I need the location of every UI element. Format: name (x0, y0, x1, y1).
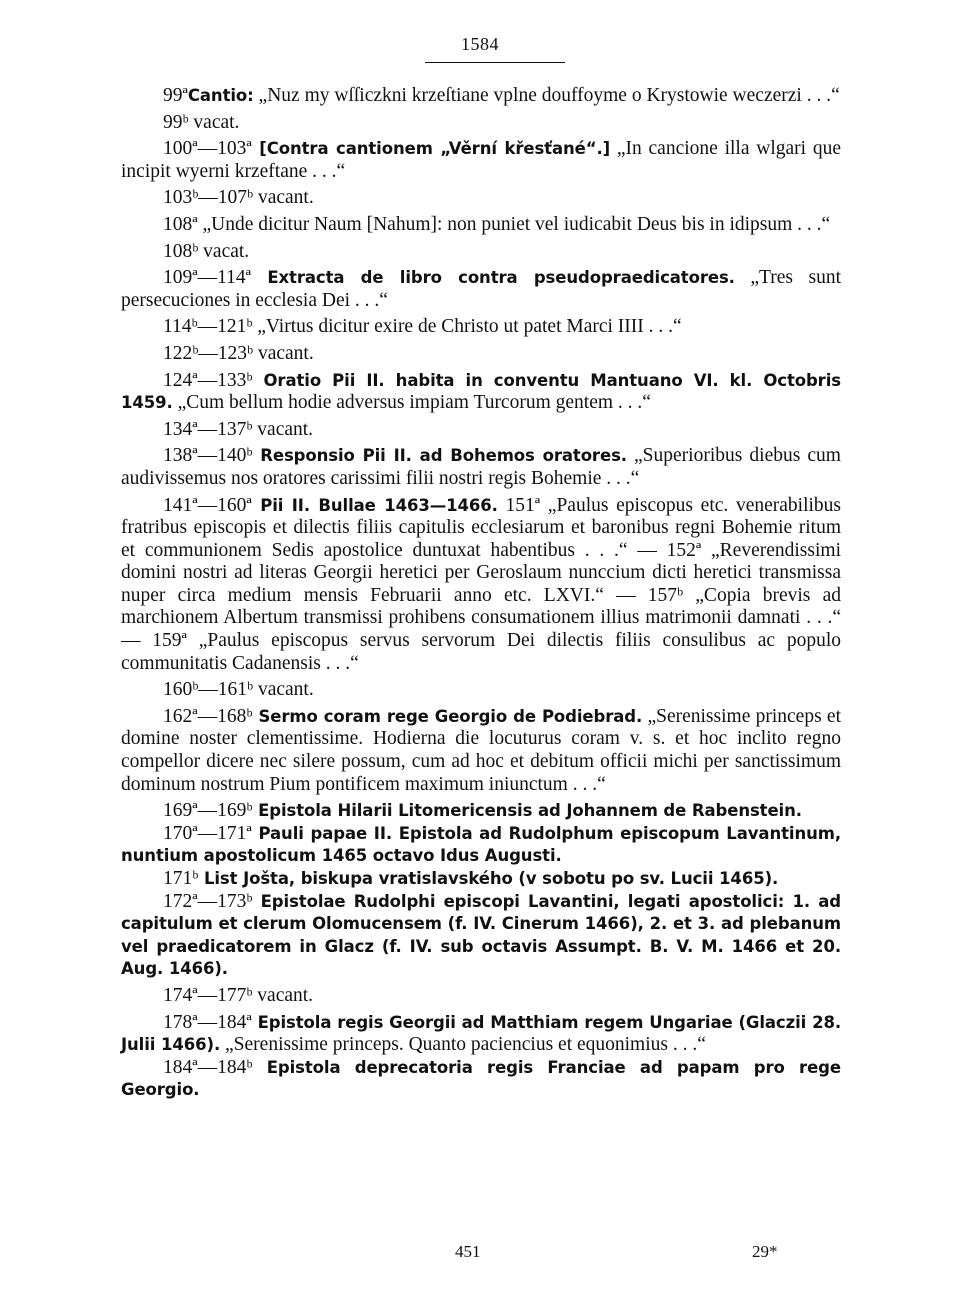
folio-range: 108ᵇ (163, 240, 199, 262)
catalog-entry (121, 891, 841, 981)
catalog-entries (121, 85, 841, 1102)
catalog-entry (121, 1057, 841, 1102)
catalog-entry (121, 1012, 841, 1057)
folio-range: 169ª—169ᵇ (163, 800, 253, 822)
folio-range: 172ª—173ᵇ (163, 890, 253, 912)
entry-title: Epistola Hilarii Litomericensis ad Johannem de Rabenstein. (252, 801, 802, 821)
folio-range: 108ª (163, 213, 198, 235)
entry-text: „Tres sunt persecuciones in ecclesia Dei . . .“ (121, 267, 842, 311)
catalog-entry (121, 985, 841, 1008)
folio-range: 184ª—184ᵇ (163, 1056, 253, 1078)
catalog-entry (121, 214, 841, 237)
catalog-entry (121, 112, 841, 135)
entry-title: [Contra cantionem „Věrní křesťané“.] (251, 139, 611, 159)
entry-title: Epistola deprecatoria regis Franciae ad papam pro rege Georgio. (121, 1057, 841, 1100)
catalog-entry (121, 419, 841, 442)
folio-range: 122ᵇ—123ᵇ (163, 342, 254, 364)
header-rule (425, 62, 565, 63)
catalog-entry (121, 445, 841, 490)
entry-title: Pauli papae II. Epistola ad Rudolphum episcopum Lavantinum, nuntium apostolicum 1465 octavo Idus Augusti. (121, 823, 841, 866)
signature-mark: 29* (752, 1242, 778, 1261)
entry-title: Sermo coram rege Georgio de Podiebrad. (252, 706, 643, 726)
catalog-entry (121, 679, 841, 702)
entry-text: „Superioribus diebus cum audivissemus nos oratores carissimi filii nostri regis Bohemie . . .“ (121, 445, 841, 489)
entry-text: vacant. (252, 418, 314, 440)
folio-range: 103ᵇ—107ᵇ (163, 187, 254, 209)
folio-range: 162ª—168ᵇ (163, 705, 253, 727)
catalog-entry (121, 187, 841, 210)
entry-text: 151ª „Paulus episcopus etc. venerabilibus fratribus episcopis et dilectis filiis capitulis ecclesiarum et baronibus regni Bohemie ritum et communionem Sedis apostolice duntuxat habentibus . . .“ — 152ª „Reverendissimi domini nostri ad literas Georgii heretici per Geroslaum nunccium dicti heretici transmissa nuper circa medium mensis Februarii anno etc. LXVI.“ — 157ᵇ „Copia brevis ad marchionem Albertum transmissi prohibens consumationem illius matrimonii damnati . . .“ — 159ª „Paulus episcopus servus servorum Dei dilectis filiis consulibus ac populo communitatis Cadanensis . . .“ (121, 494, 841, 674)
folio-range: 109ª—114ª (163, 267, 252, 289)
entry-text: „Serenissime princeps et domine noster clementissime. Hodierna die locuturus coram v. s. et hoc inclito regno compellor dicere nec silere possum, cum ad hoc et debitum officii michi per sanctissimum dominum nostrum Pium pontificem maximum iniunctum . . .“ (121, 705, 841, 795)
catalog-entry (121, 241, 841, 264)
catalog-entry (121, 316, 841, 339)
entry-text: vacant. (253, 679, 314, 701)
catalog-entry (121, 495, 841, 676)
folio-range: 99ª (163, 85, 188, 106)
folio-range: 124ª—133ᵇ (163, 369, 253, 391)
entry-text: vacat. (198, 240, 250, 262)
entry-title: Extracta de libro contra pseudopraedicatores. (251, 268, 735, 288)
entry-title: Epistolae Rudolphi episcopi Lavantini, legati apostolici: 1. ad capitulum et clerum Olomucensem (f. IV. Cinerum 1466), 2. et 3. ad plebanum vel praedicatorem in Glacz (f. IV. sub octavis Assumpt. B. V. M. 1466 et 20. Aug. 1466). (121, 891, 841, 979)
folio-range: 114ᵇ—121ᵇ (163, 316, 253, 338)
entry-text: „Unde dicitur Naum [Nahum]: non puniet vel iudicabit Deus bis in idipsum . . .“ (197, 213, 831, 235)
entry-title: Cantio: (187, 86, 254, 105)
folio-range: 134ª—137ᵇ (163, 418, 253, 440)
page-number-footer: 451 (455, 1242, 481, 1261)
entry-text: vacat. (188, 111, 240, 133)
catalog-entry (121, 343, 841, 366)
entry-title: Oratio Pii II. habita in conventu Mantuano VI. kl. Octobris 1459. (121, 370, 841, 413)
catalog-entry (121, 800, 841, 823)
entry-text: „Nuz my wſſiczkni krzeſtiane vplne douffoyme o Krystowie weczerzi . . .“ (253, 85, 840, 106)
entry-text: „Cum bellum hodie adversus impiam Turcorum gentem . . .“ (172, 392, 651, 414)
folio-range: 160ᵇ—161ᵇ (163, 679, 254, 701)
entry-text: vacant. (253, 187, 314, 209)
catalog-entry (121, 706, 841, 796)
entry-text: „Virtus dicitur exire de Christo ut patet Marci IIII . . .“ (252, 316, 682, 338)
folio-range: 174ª—177ᵇ (163, 984, 253, 1006)
catalog-entry (121, 868, 841, 891)
folio-range: 138ª—140ᵇ (163, 445, 253, 467)
catalog-entry (121, 370, 841, 415)
page-number-header: 1584 (461, 34, 499, 54)
folio-range: 170ª—171ª (163, 822, 252, 844)
entry-title: Responsio Pii II. ad Bohemos oratores. (252, 446, 627, 466)
folio-range: 99ᵇ (163, 111, 189, 133)
folio-range: 100ª—103ª (163, 138, 252, 160)
entry-title: List Jošta, biskupa vratislavského (v sobotu po sv. Lucii 1465). (198, 869, 779, 888)
catalog-entry (121, 823, 841, 868)
catalog-entry (121, 85, 841, 108)
entry-title: Pii II. Bullae 1463—1466. (251, 495, 498, 515)
entry-text: vacant. (252, 984, 314, 1006)
folio-range: 171ᵇ (163, 868, 199, 889)
entry-text: „Serenissime princeps. Quanto paciencius et equonimius . . .“ (220, 1034, 706, 1056)
entry-title: Epistola regis Georgii ad Matthiam regem Ungariae (Glaczii 28. Julii 1466). (121, 1012, 841, 1055)
entry-text: „In cancione illa wlgari que incipit wyerni krzeftane . . .“ (121, 138, 841, 182)
catalog-entry (121, 138, 841, 183)
entry-text: vacant. (253, 342, 314, 364)
catalog-entry (121, 267, 841, 312)
folio-range: 141ª—160ª (163, 494, 252, 516)
folio-range: 178ª—184ª (163, 1011, 252, 1033)
